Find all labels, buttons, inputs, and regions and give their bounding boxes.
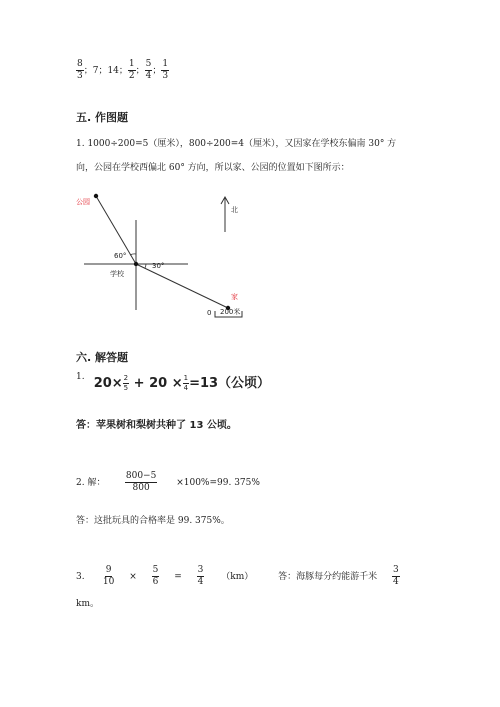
home-label: 家 [231, 293, 238, 301]
fraction: $\frac{5}{6}$ [152, 565, 159, 587]
school-label: 学校 [110, 270, 124, 278]
solution-line: 向，公园在学校西偏北 60° 方向，所以家、公园的位置如下图所示： [76, 163, 350, 173]
question-2-answer: 答：这批玩具的合格率是 99. 375%。 [76, 516, 230, 526]
question-3-equation: 3. $\frac{9}{10}$ × $\frac{5}{6}$ = $\frac{3}{4}$ （km） 答：海豚每分约能游千米 $\frac{3}{4}$ [76, 565, 399, 587]
question-2-equation: 2. 解： $\frac{800-5}{800}$ ×100%=99. 375% [76, 471, 260, 493]
fraction: $\frac{1}{3}$ [162, 59, 169, 81]
fraction: $\frac{800-5}{800}$ [125, 471, 157, 493]
park-label: 公园 [76, 198, 90, 206]
fraction: $\frac{3}{4}$ [197, 565, 204, 587]
section-heading: 六. 解答题 [76, 351, 129, 364]
park-point [94, 194, 98, 198]
question-1-answer: 答：苹果树和梨树共种了 13 公顷。 [76, 420, 237, 431]
scale-zero-label: 0 [207, 309, 212, 317]
fraction: $\frac{9}{10}$ [102, 565, 115, 587]
fraction: $\frac{1}{2}$ [128, 59, 135, 81]
angle-30-label: 30° [152, 262, 165, 270]
fraction: $\frac{3}{4}$ [393, 565, 399, 587]
angle-60-label: 60° [114, 252, 127, 260]
section-heading: 五. 作图题 [76, 111, 129, 124]
fraction: $\frac{2}{5}$ [123, 374, 129, 392]
question-3-answer-tail: km。 [76, 599, 99, 609]
angle-30-arc [145, 264, 146, 268]
fraction: $\frac{1}{4}$ [183, 374, 189, 392]
top-expression: $\frac{8}{3}$ ；7；14； $\frac{1}{2}$ ； $\frac{5}{4}$ ； $\frac{1}{3}$ [77, 59, 169, 81]
school-point [134, 262, 138, 266]
question-1-equation: $^{1.}$ 20× $\frac{2}{5}$ + 20 × $\frac{1}{4}$ =13（公顷） [76, 372, 271, 392]
solution-line: 1. 1000÷200=5（厘米），800÷200=4（厘米），又因家在学校东偏南 30° 方 [76, 139, 397, 149]
fraction: $\frac{5}{4}$ [145, 59, 152, 81]
home-direction-line [136, 264, 228, 308]
scale-length-label: 200米 [220, 308, 241, 316]
north-label: 北 [231, 206, 238, 214]
fraction: $\frac{8}{3}$ [77, 59, 83, 81]
angle-60-arc [130, 254, 136, 255]
